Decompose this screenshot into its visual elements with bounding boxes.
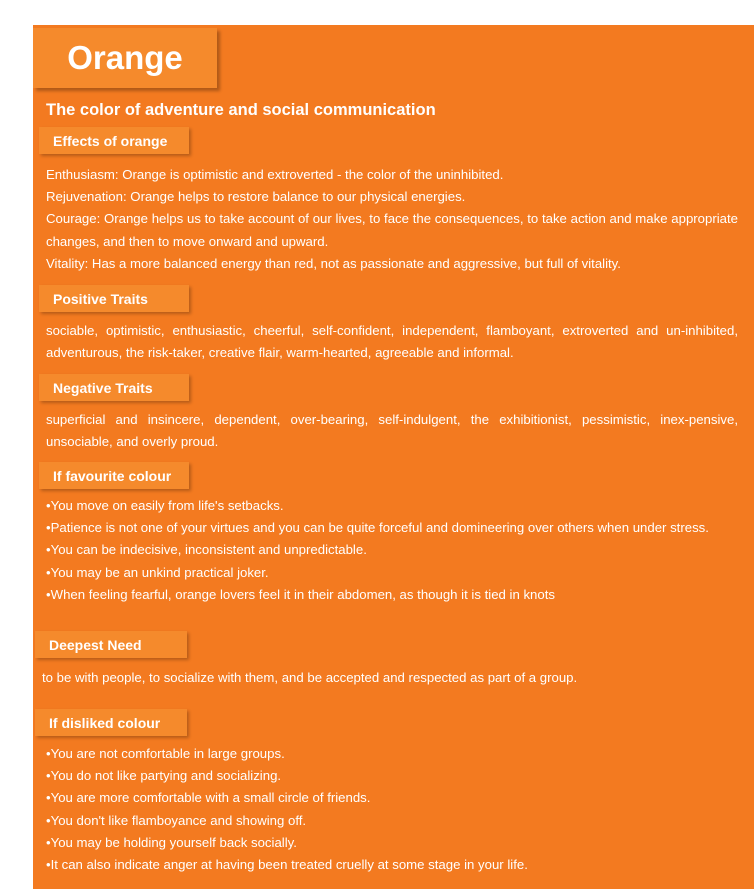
positive-traits-paragraph: sociable, optimistic, enthusiastic, cheerful, self-confident, independent, flamboyant, extroverted and un-inhibited, adventurous, the risk-taker, creative flair, warm-hearted, agreeable and informal. [46, 323, 738, 361]
list-item: • Patience is not one of your virtues and you can be quite forceful and domineering over others when under stress. [46, 517, 738, 539]
section-label-deepest-need: Deepest Need [35, 631, 187, 658]
orange-info-panel [33, 25, 754, 889]
negative-traits-paragraph: superficial and insincere, dependent, over-bearing, self-indulgent, the exhibitionist, pessimistic, inex-pensive, unsociable, and overly proud. [46, 412, 738, 450]
effects-line: Enthusiasm: Orange is optimistic and extroverted - the color of the uninhibited. [46, 167, 504, 182]
list-item: • You move on easily from life's setbacks. [46, 495, 738, 517]
list-item: • You can be indecisive, inconsistent and unpredictable. [46, 539, 738, 561]
disliked-list [46, 743, 738, 876]
subtitle: The color of adventure and social communication [46, 101, 436, 119]
deepest-need-text [42, 667, 734, 689]
list-item: • It can also indicate anger at having been treated cruelly at some stage in your life. [46, 854, 738, 876]
effects-line: Courage: Orange helps us to take account of our lives, to face the consequences, to take action and make appropriate changes, and then to move onward and upward. [46, 211, 738, 249]
list-item: • You do not like partying and socializing. [46, 765, 738, 787]
section-label-negative-traits: Negative Traits [39, 374, 189, 401]
page-title: Orange [33, 28, 217, 88]
effects-line: Rejuvenation: Orange helps to restore balance to our physical energies. [46, 189, 466, 205]
list-item: • You may be holding yourself back socially. [46, 832, 738, 854]
positive-traits-text [46, 320, 738, 364]
effects-text [46, 164, 738, 275]
list-item: • You don't like flamboyance and showing off. [46, 810, 738, 832]
section-label-disliked: If disliked colour [35, 709, 187, 736]
deepest-need-paragraph: to be with people, to socialize with them, and be accepted and respected as part of a group. [42, 670, 578, 685]
list-item: • You may be an unkind practical joker. [46, 562, 738, 584]
negative-traits-text [46, 409, 738, 453]
favourite-list [46, 495, 738, 606]
section-label-favourite: If favourite colour [39, 462, 189, 489]
section-label-positive-traits: Positive Traits [39, 285, 189, 312]
list-item: • You are more comfortable with a small circle of friends. [46, 787, 738, 809]
effects-line: Vitality: Has a more balanced energy than red, not as passionate and aggressive, but full of vitality. [46, 255, 621, 271]
section-label-effects: Effects of orange [39, 127, 189, 154]
list-item: • You are not comfortable in large groups. [46, 743, 738, 765]
list-item: • When feeling fearful, orange lovers feel it in their abdomen, as though it is tied in knots [46, 584, 738, 606]
